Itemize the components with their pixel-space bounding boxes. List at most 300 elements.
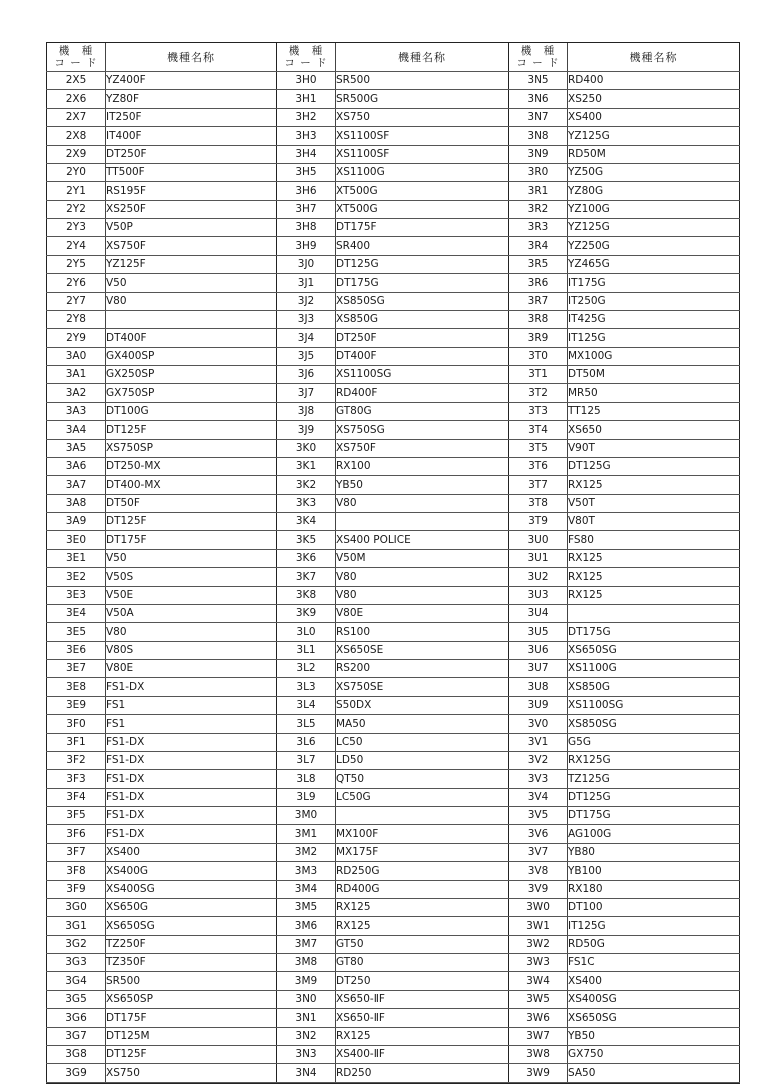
model-code-cell: 3E8 bbox=[47, 678, 106, 696]
model-code-cell: 3J2 bbox=[277, 292, 336, 310]
table-row bbox=[47, 237, 277, 255]
model-code-cell: 3M2 bbox=[277, 843, 336, 861]
table-row bbox=[509, 347, 740, 365]
model-name-cell: LD50 bbox=[336, 751, 509, 769]
model-name-cell: XS750 bbox=[336, 108, 509, 126]
model-name-cell: V80E bbox=[106, 660, 277, 678]
model-code-cell: 3N4 bbox=[277, 1064, 336, 1082]
model-name-cell: FS1C bbox=[568, 954, 740, 972]
model-code-cell: 3U6 bbox=[509, 641, 568, 659]
table-row bbox=[509, 660, 740, 678]
table-row bbox=[509, 788, 740, 806]
table-row bbox=[509, 733, 740, 751]
model-name-cell: XS850G bbox=[336, 310, 509, 328]
model-name-cell: FS1-DX bbox=[106, 770, 277, 788]
table-row bbox=[277, 807, 509, 825]
model-name-cell: YZ100G bbox=[568, 200, 740, 218]
model-code-cell: 3K6 bbox=[277, 549, 336, 567]
model-name-cell: FS1 bbox=[106, 696, 277, 714]
model-name-cell: TT125 bbox=[568, 402, 740, 420]
model-code-cell: 3R7 bbox=[509, 292, 568, 310]
model-name-cell: IT175G bbox=[568, 274, 740, 292]
model-name-cell: FS1-DX bbox=[106, 678, 277, 696]
table-row bbox=[277, 182, 509, 200]
header-model-code bbox=[509, 43, 568, 72]
model-code-cell: 3J1 bbox=[277, 274, 336, 292]
model-name-cell: DT125F bbox=[106, 421, 277, 439]
model-code-cell: 3A9 bbox=[47, 513, 106, 531]
model-code-cell: 3M0 bbox=[277, 807, 336, 825]
table-row bbox=[509, 586, 740, 604]
model-name-cell: FS1-DX bbox=[106, 751, 277, 769]
table-row bbox=[47, 604, 277, 622]
model-code-cell: 3R2 bbox=[509, 200, 568, 218]
model-name-cell: DT125G bbox=[336, 255, 509, 273]
model-name-cell: GT50 bbox=[336, 935, 509, 953]
table-row bbox=[277, 237, 509, 255]
model-name-cell: XS400 bbox=[106, 843, 277, 861]
table-row bbox=[509, 531, 740, 549]
table-row bbox=[47, 274, 277, 292]
table-row bbox=[509, 715, 740, 733]
table-row bbox=[47, 292, 277, 310]
table-row bbox=[277, 384, 509, 402]
model-name-cell: YB50 bbox=[568, 1027, 740, 1045]
model-name-cell: XS750SE bbox=[336, 678, 509, 696]
model-name-cell: XS650SG bbox=[568, 1009, 740, 1027]
model-name-cell: TZ350F bbox=[106, 954, 277, 972]
table-row bbox=[509, 329, 740, 347]
model-code-cell: 2X5 bbox=[47, 72, 106, 90]
table-row bbox=[277, 1009, 509, 1027]
table-row bbox=[47, 641, 277, 659]
table-row bbox=[277, 366, 509, 384]
model-name-cell: V80 bbox=[336, 568, 509, 586]
model-code-cell: 3L8 bbox=[277, 770, 336, 788]
model-code-cell: 3E5 bbox=[47, 623, 106, 641]
header-model-code-line1: 機 種 bbox=[288, 45, 324, 57]
table-row bbox=[47, 1045, 277, 1063]
model-name-cell: YZ50G bbox=[568, 163, 740, 181]
table-row bbox=[277, 476, 509, 494]
table-row bbox=[509, 807, 740, 825]
model-code-cell: 3U0 bbox=[509, 531, 568, 549]
model-code-cell: 3E4 bbox=[47, 604, 106, 622]
table-row bbox=[277, 660, 509, 678]
table-row bbox=[277, 751, 509, 769]
model-code-cell: 3K5 bbox=[277, 531, 336, 549]
model-code-cell: 3W4 bbox=[509, 972, 568, 990]
model-name-cell: G5G bbox=[568, 733, 740, 751]
header-model-code-line1: 機 種 bbox=[520, 45, 556, 57]
model-code-cell: 3T6 bbox=[509, 457, 568, 475]
model-code-cell: 3M9 bbox=[277, 972, 336, 990]
model-name-cell: YZ125G bbox=[568, 127, 740, 145]
model-name-cell: XS400G bbox=[106, 862, 277, 880]
table-row bbox=[47, 917, 277, 935]
model-name-cell: V80 bbox=[106, 292, 277, 310]
model-name-cell: V80T bbox=[568, 513, 740, 531]
model-code-cell: 2Y9 bbox=[47, 329, 106, 347]
table-row bbox=[509, 862, 740, 880]
model-name-cell: RS195F bbox=[106, 182, 277, 200]
table-row bbox=[277, 421, 509, 439]
table-row bbox=[509, 1027, 740, 1045]
model-code-cell: 3W0 bbox=[509, 898, 568, 916]
table-row bbox=[47, 1064, 277, 1082]
model-name-cell: XS400 POLICE bbox=[336, 531, 509, 549]
model-name-cell: XS650 bbox=[568, 421, 740, 439]
model-code-cell: 3G0 bbox=[47, 898, 106, 916]
model-name-cell: RD400F bbox=[336, 384, 509, 402]
table-row bbox=[277, 678, 509, 696]
model-name-cell: MX100G bbox=[568, 347, 740, 365]
model-code-cell: 2Y4 bbox=[47, 237, 106, 255]
model-name-cell: SA50 bbox=[568, 1064, 740, 1082]
table-row bbox=[509, 219, 740, 237]
model-code-cell: 3R3 bbox=[509, 219, 568, 237]
model-name-cell: RD250G bbox=[336, 862, 509, 880]
table-row bbox=[509, 678, 740, 696]
model-code-cell: 3L0 bbox=[277, 623, 336, 641]
model-name-cell: V80 bbox=[336, 494, 509, 512]
model-name-cell: DT250-MX bbox=[106, 457, 277, 475]
model-name-cell: XS750F bbox=[106, 237, 277, 255]
model-name-cell: FS1 bbox=[106, 715, 277, 733]
model-code-cell: 3A8 bbox=[47, 494, 106, 512]
model-name-cell: RX125 bbox=[336, 898, 509, 916]
table-row bbox=[509, 90, 740, 108]
model-code-cell: 3A7 bbox=[47, 476, 106, 494]
table-row bbox=[277, 843, 509, 861]
table-row bbox=[509, 1009, 740, 1027]
model-code-cell: 3F9 bbox=[47, 880, 106, 898]
model-code-cell: 3M7 bbox=[277, 935, 336, 953]
table-row bbox=[509, 1045, 740, 1063]
model-code-cell: 3G2 bbox=[47, 935, 106, 953]
table-row bbox=[277, 127, 509, 145]
table-row bbox=[277, 108, 509, 126]
table-row bbox=[47, 476, 277, 494]
model-name-cell: XS750SG bbox=[336, 421, 509, 439]
model-code-cell: 3V9 bbox=[509, 880, 568, 898]
table-row bbox=[277, 402, 509, 420]
model-name-cell: RX125 bbox=[568, 586, 740, 604]
table-row bbox=[47, 439, 277, 457]
table-header-row bbox=[509, 43, 740, 72]
table-row bbox=[509, 163, 740, 181]
model-name-cell: XS1100G bbox=[568, 660, 740, 678]
model-code-cell: 3T5 bbox=[509, 439, 568, 457]
model-code-cell: 3V6 bbox=[509, 825, 568, 843]
table-row bbox=[47, 513, 277, 531]
model-name-cell: DT125G bbox=[568, 457, 740, 475]
model-code-cell: 3K7 bbox=[277, 568, 336, 586]
model-code-cell: 2Y2 bbox=[47, 200, 106, 218]
model-name-cell: V80E bbox=[336, 604, 509, 622]
model-code-cell: 3L3 bbox=[277, 678, 336, 696]
table-row bbox=[509, 72, 740, 90]
table-row bbox=[277, 163, 509, 181]
model-code-cell: 3V4 bbox=[509, 788, 568, 806]
model-name-cell: QT50 bbox=[336, 770, 509, 788]
table-row bbox=[277, 935, 509, 953]
model-name-cell: V50P bbox=[106, 219, 277, 237]
model-code-cell: 3G9 bbox=[47, 1064, 106, 1082]
table-row bbox=[277, 549, 509, 567]
model-code-cell: 3T2 bbox=[509, 384, 568, 402]
table-row bbox=[47, 402, 277, 420]
table-row bbox=[277, 1027, 509, 1045]
model-code-cell: 3U4 bbox=[509, 604, 568, 622]
table-row bbox=[509, 108, 740, 126]
model-name-cell: DT400F bbox=[336, 347, 509, 365]
model-code-table bbox=[46, 42, 740, 1084]
model-code-cell: 3U5 bbox=[509, 623, 568, 641]
table-row bbox=[47, 347, 277, 365]
table-row bbox=[47, 549, 277, 567]
model-name-cell: GX250SP bbox=[106, 366, 277, 384]
model-name-cell: SR400 bbox=[336, 237, 509, 255]
model-code-cell: 3N9 bbox=[509, 145, 568, 163]
model-code-cell: 3M6 bbox=[277, 917, 336, 935]
model-name-cell: XS1100SF bbox=[336, 127, 509, 145]
model-code-cell: 3K8 bbox=[277, 586, 336, 604]
model-name-cell: XS1100G bbox=[336, 163, 509, 181]
model-code-cell: 2Y8 bbox=[47, 310, 106, 328]
table-row bbox=[509, 935, 740, 953]
table-row bbox=[277, 439, 509, 457]
model-name-cell: XS250F bbox=[106, 200, 277, 218]
model-name-cell: V80 bbox=[336, 586, 509, 604]
model-code-cell: 3L1 bbox=[277, 641, 336, 659]
header-model-code bbox=[47, 43, 106, 72]
header-model-code bbox=[277, 43, 336, 72]
model-name-cell: DT50F bbox=[106, 494, 277, 512]
model-name-cell: YZ125F bbox=[106, 255, 277, 273]
table-row bbox=[277, 90, 509, 108]
table-row bbox=[509, 366, 740, 384]
model-name-cell: XS650SP bbox=[106, 990, 277, 1008]
table-row bbox=[47, 163, 277, 181]
model-name-cell: IT125G bbox=[568, 329, 740, 347]
model-name-cell: IT425G bbox=[568, 310, 740, 328]
model-code-cell: 3H2 bbox=[277, 108, 336, 126]
header-model-code-line2: コ ー ド bbox=[54, 57, 98, 69]
model-name-cell: DT175G bbox=[568, 623, 740, 641]
table-row bbox=[47, 72, 277, 90]
model-name-cell: XS750 bbox=[106, 1064, 277, 1082]
model-name-cell: GT80 bbox=[336, 954, 509, 972]
model-code-cell: 3G6 bbox=[47, 1009, 106, 1027]
model-code-cell: 3J0 bbox=[277, 255, 336, 273]
table-row bbox=[277, 917, 509, 935]
model-code-cell: 3U8 bbox=[509, 678, 568, 696]
table-row bbox=[47, 935, 277, 953]
table-row bbox=[509, 568, 740, 586]
model-name-cell: XS650SG bbox=[568, 641, 740, 659]
model-code-cell: 3J9 bbox=[277, 421, 336, 439]
table-row bbox=[47, 366, 277, 384]
model-name-cell: TZ250F bbox=[106, 935, 277, 953]
model-code-cell: 3V3 bbox=[509, 770, 568, 788]
model-code-cell: 3L6 bbox=[277, 733, 336, 751]
model-code-cell: 2Y1 bbox=[47, 182, 106, 200]
table-row bbox=[509, 237, 740, 255]
model-name-cell: RS200 bbox=[336, 660, 509, 678]
model-name-cell: XT500G bbox=[336, 200, 509, 218]
table-column-3 bbox=[508, 43, 740, 1083]
model-code-cell: 3N6 bbox=[509, 90, 568, 108]
table-row bbox=[47, 954, 277, 972]
model-code-cell: 3A5 bbox=[47, 439, 106, 457]
table-row bbox=[47, 660, 277, 678]
model-name-cell: DT175F bbox=[336, 219, 509, 237]
model-name-cell: DT400F bbox=[106, 329, 277, 347]
model-code-cell: 3V2 bbox=[509, 751, 568, 769]
table-row bbox=[277, 292, 509, 310]
model-code-cell: 3N2 bbox=[277, 1027, 336, 1045]
model-name-cell: YZ400F bbox=[106, 72, 277, 90]
model-code-cell: 3W5 bbox=[509, 990, 568, 1008]
model-name-cell: FS1-DX bbox=[106, 788, 277, 806]
model-code-cell: 2Y5 bbox=[47, 255, 106, 273]
table-row bbox=[277, 880, 509, 898]
model-code-cell: 3E0 bbox=[47, 531, 106, 549]
header-model-code-line1: 機 種 bbox=[58, 45, 94, 57]
model-name-cell: RX125 bbox=[568, 549, 740, 567]
table-row bbox=[277, 457, 509, 475]
model-code-cell: 3H8 bbox=[277, 219, 336, 237]
model-code-cell: 3R1 bbox=[509, 182, 568, 200]
table-row bbox=[277, 825, 509, 843]
model-code-cell: 3F1 bbox=[47, 733, 106, 751]
table-row bbox=[509, 990, 740, 1008]
model-name-cell bbox=[106, 310, 277, 328]
model-code-cell: 3F6 bbox=[47, 825, 106, 843]
model-name-cell: DT250 bbox=[336, 972, 509, 990]
table-row bbox=[277, 494, 509, 512]
table-row bbox=[47, 990, 277, 1008]
model-code-cell: 3U2 bbox=[509, 568, 568, 586]
model-name-cell: YZ80F bbox=[106, 90, 277, 108]
model-code-cell: 3E6 bbox=[47, 641, 106, 659]
model-name-cell: GX750SP bbox=[106, 384, 277, 402]
model-name-cell: YB100 bbox=[568, 862, 740, 880]
model-name-cell: GT80G bbox=[336, 402, 509, 420]
model-name-cell: IT400F bbox=[106, 127, 277, 145]
model-code-cell: 3T9 bbox=[509, 513, 568, 531]
table-row bbox=[47, 200, 277, 218]
model-code-cell: 3G8 bbox=[47, 1045, 106, 1063]
model-name-cell: YZ250G bbox=[568, 237, 740, 255]
model-code-cell: 3W7 bbox=[509, 1027, 568, 1045]
model-name-cell: RX100 bbox=[336, 457, 509, 475]
table-row bbox=[277, 954, 509, 972]
model-code-cell: 3F7 bbox=[47, 843, 106, 861]
model-name-cell: MR50 bbox=[568, 384, 740, 402]
table-row bbox=[277, 72, 509, 90]
model-name-cell: XS650SG bbox=[106, 917, 277, 935]
model-code-cell: 3A3 bbox=[47, 402, 106, 420]
model-code-cell: 3A6 bbox=[47, 457, 106, 475]
table-row bbox=[47, 586, 277, 604]
model-name-cell: RS100 bbox=[336, 623, 509, 641]
table-row bbox=[47, 90, 277, 108]
model-code-cell: 3L4 bbox=[277, 696, 336, 714]
model-name-cell: DT125G bbox=[568, 788, 740, 806]
model-name-cell: DT175F bbox=[106, 531, 277, 549]
model-code-cell: 3N1 bbox=[277, 1009, 336, 1027]
model-code-cell: 3T4 bbox=[509, 421, 568, 439]
model-name-cell: RX125 bbox=[568, 568, 740, 586]
model-code-cell: 3K2 bbox=[277, 476, 336, 494]
table-row bbox=[47, 807, 277, 825]
model-name-cell bbox=[336, 807, 509, 825]
model-name-cell: XS650-ⅡF bbox=[336, 1009, 509, 1027]
model-name-cell: RD250 bbox=[336, 1064, 509, 1082]
model-name-cell: XS400SG bbox=[568, 990, 740, 1008]
model-code-cell: 3J3 bbox=[277, 310, 336, 328]
model-name-cell: V50E bbox=[106, 586, 277, 604]
model-code-cell: 3H5 bbox=[277, 163, 336, 181]
model-name-cell: GX750 bbox=[568, 1045, 740, 1063]
table-row bbox=[47, 145, 277, 163]
model-code-cell: 3K0 bbox=[277, 439, 336, 457]
model-name-cell: XS850SG bbox=[568, 715, 740, 733]
model-name-cell: XS1100SG bbox=[568, 696, 740, 714]
model-code-cell: 2Y6 bbox=[47, 274, 106, 292]
table-row bbox=[509, 255, 740, 273]
table-row bbox=[47, 972, 277, 990]
model-code-cell: 3M8 bbox=[277, 954, 336, 972]
model-code-cell: 3E7 bbox=[47, 660, 106, 678]
table-row bbox=[277, 715, 509, 733]
table-row bbox=[277, 310, 509, 328]
table-row bbox=[509, 494, 740, 512]
model-name-cell: RX125 bbox=[336, 1027, 509, 1045]
model-name-cell: XS850SG bbox=[336, 292, 509, 310]
table-column-1 bbox=[46, 43, 276, 1083]
model-code-cell: 2Y7 bbox=[47, 292, 106, 310]
model-name-cell: SR500 bbox=[336, 72, 509, 90]
model-code-cell: 3M1 bbox=[277, 825, 336, 843]
table-row bbox=[509, 457, 740, 475]
table-row bbox=[47, 678, 277, 696]
model-code-cell: 3U3 bbox=[509, 586, 568, 604]
model-code-cell: 3F8 bbox=[47, 862, 106, 880]
table-row bbox=[509, 696, 740, 714]
model-name-cell bbox=[336, 513, 509, 531]
model-name-cell: SR500G bbox=[336, 90, 509, 108]
model-name-cell: DT175G bbox=[568, 807, 740, 825]
model-code-cell: 3N0 bbox=[277, 990, 336, 1008]
model-name-cell: XS650G bbox=[106, 898, 277, 916]
model-code-cell: 3W9 bbox=[509, 1064, 568, 1082]
table-row bbox=[509, 439, 740, 457]
header-model-code-line2: コ ー ド bbox=[284, 57, 328, 69]
model-name-cell: XS850G bbox=[568, 678, 740, 696]
table-row bbox=[277, 219, 509, 237]
table-row bbox=[47, 733, 277, 751]
model-code-cell: 3J5 bbox=[277, 347, 336, 365]
table-row bbox=[47, 108, 277, 126]
model-name-cell: DT400-MX bbox=[106, 476, 277, 494]
table-row bbox=[509, 182, 740, 200]
table-row bbox=[277, 641, 509, 659]
model-code-cell: 3R8 bbox=[509, 310, 568, 328]
model-code-cell: 3L5 bbox=[277, 715, 336, 733]
